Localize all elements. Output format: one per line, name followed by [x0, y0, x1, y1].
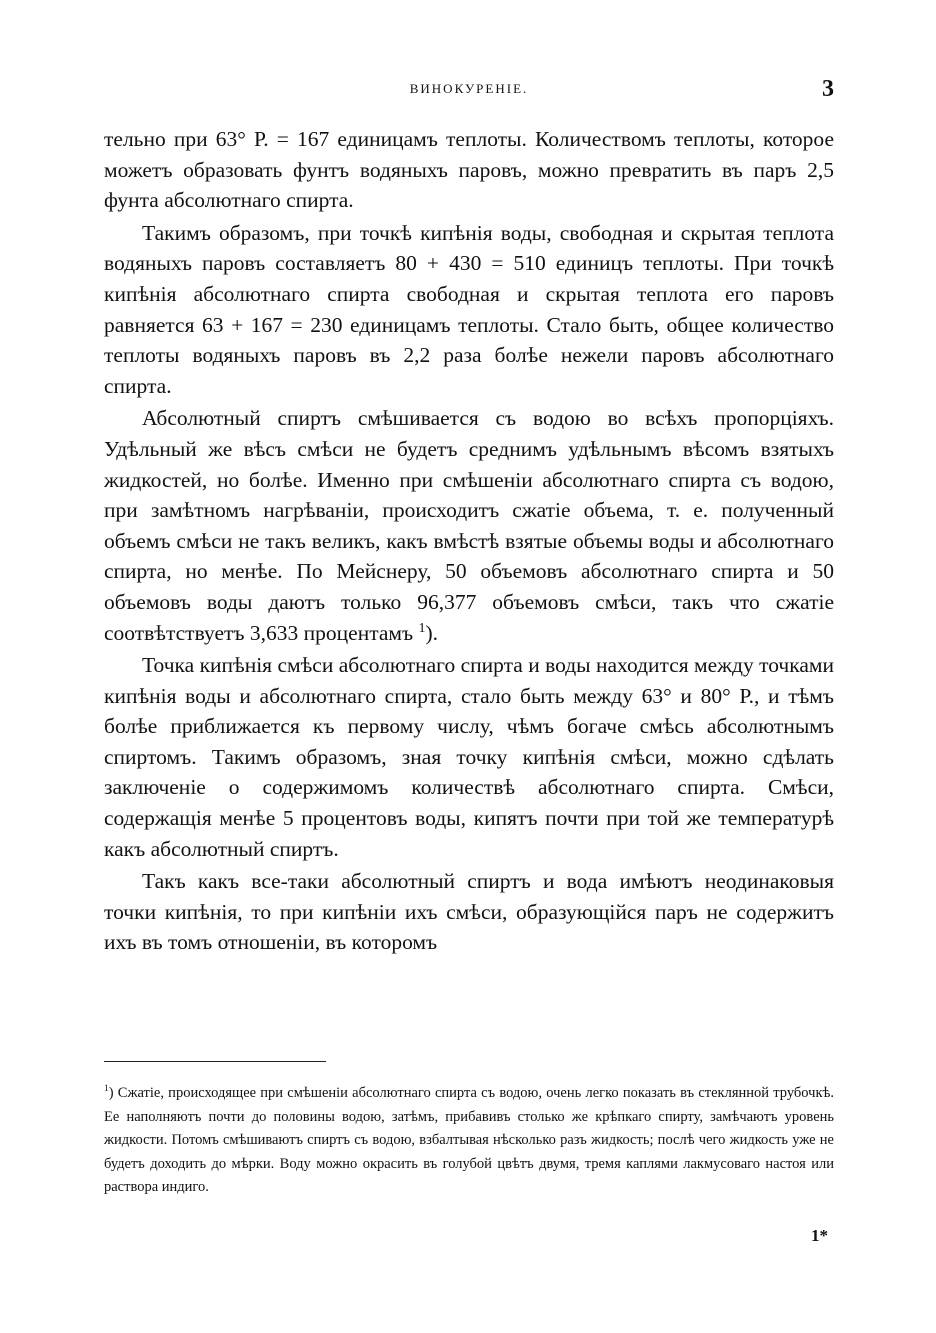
paragraph-2: Такимъ образомъ, при точкѣ кипѣнія воды, свободная и скрытая теплота водяныхъ паровъ составляетъ 80 + 430 = 510 единицъ теплоты. При точкѣ кипѣнія абсолютнаго спирта свободная и скрытая теплота его паровъ равняется 63 + 167 = 230 единицамъ теплоты. Стало быть, общее количество теплоты водяныхъ паровъ въ 2,2 раза болѣе нежели паровъ абсолютнаго спирта. — [104, 220, 834, 398]
paragraph-3 — [104, 403, 834, 648]
running-head — [104, 78, 834, 102]
footnote-reference[interactable]: 1 — [418, 620, 426, 636]
footnote-divider — [104, 1061, 326, 1062]
paragraph-4: Точка кипѣнія смѣси абсолютнаго спирта и воды находится между точками кипѣнія воды и абсолютнаго спирта, стало быть между 63° и 80° Р., и тѣмъ болѣе приближается къ первому числу, чѣмъ богаче смѣсь абсолютнымъ спиртомъ. Такимъ образомъ, зная точку кипѣнія смѣси, можно сдѣлать заключеніе о содержимомъ количествѣ абсолютнаго спирта. Смѣси, содержащія менѣе 5 процентовъ воды, кипятъ почти при той же температурѣ какъ абсолютный спиртъ. — [104, 653, 834, 861]
signature-mark: 1* — [811, 1226, 828, 1245]
footnote-text: ) Сжатіе, происходящее при смѣшеніи абсолютнаго спирта съ водою, очень легко показать въ стеклянной трубочкѣ. Ее наполняютъ почти до половины водою, затѣмъ, прибавивъ столько же крѣпкаго спирту, замѣчаютъ уровень жидкости. Потомъ смѣшиваютъ спиртъ съ водою, взбалтывая нѣсколько разъ жидкость; послѣ чего жидкость уже не будетъ доходить до мѣрки. Воду можно окрасить въ голубой цвѣтъ двумя, тремя каплями лакмусоваго настоя или раствора индиго. — [104, 1085, 834, 1195]
footnote-marker: 1 — [104, 1084, 109, 1095]
paragraph-1: тельно при 63° Р. = 167 единицамъ теплоты. Количествомъ теплоты, которое можетъ образовать фунтъ водяныхъ паровъ, можно превратить въ паръ 2,5 фунта абсолютнаго спирта. — [104, 127, 834, 213]
page-number: 3 — [822, 76, 834, 102]
paragraph-5: Такъ какъ все-таки абсолютный спиртъ и вода имѣютъ неодинаковыя точки кипѣнія, то при кипѣніи ихъ смѣси, образующійся паръ не содержитъ ихъ въ томъ отношеніи, въ которомъ — [104, 869, 834, 955]
body-text — [104, 124, 834, 960]
paragraph-3-text: Абсолютный спиртъ смѣшивается съ водою во всѣхъ пропорціяхъ. Удѣльный же вѣсъ смѣси не будетъ среднимъ удѣльнымъ вѣсомъ взятыхъ жидкостей, но болѣе. Именно при смѣшеніи абсолютнаго спирта съ водою, при замѣтномъ нагрѣваніи, происходитъ сжатіе объема, т. е. полученный объемъ смѣси не такъ великъ, какъ вмѣстѣ взятые объемы воды и абсолютнаго спирта, но менѣе. По Мейснеру, 50 объемовъ абсолютнаго спирта и 50 объемовъ воды даютъ только 96,377 объемовъ смѣси, такъ что сжатіе соотвѣтствуетъ 3,633 процентамъ — [104, 406, 834, 645]
footnote-paragraph — [104, 1082, 834, 1200]
running-title: ВИНОКУРЕНІЕ. — [409, 81, 529, 96]
footnote-reference-tail: ). — [425, 620, 439, 645]
footnote — [104, 1082, 834, 1200]
